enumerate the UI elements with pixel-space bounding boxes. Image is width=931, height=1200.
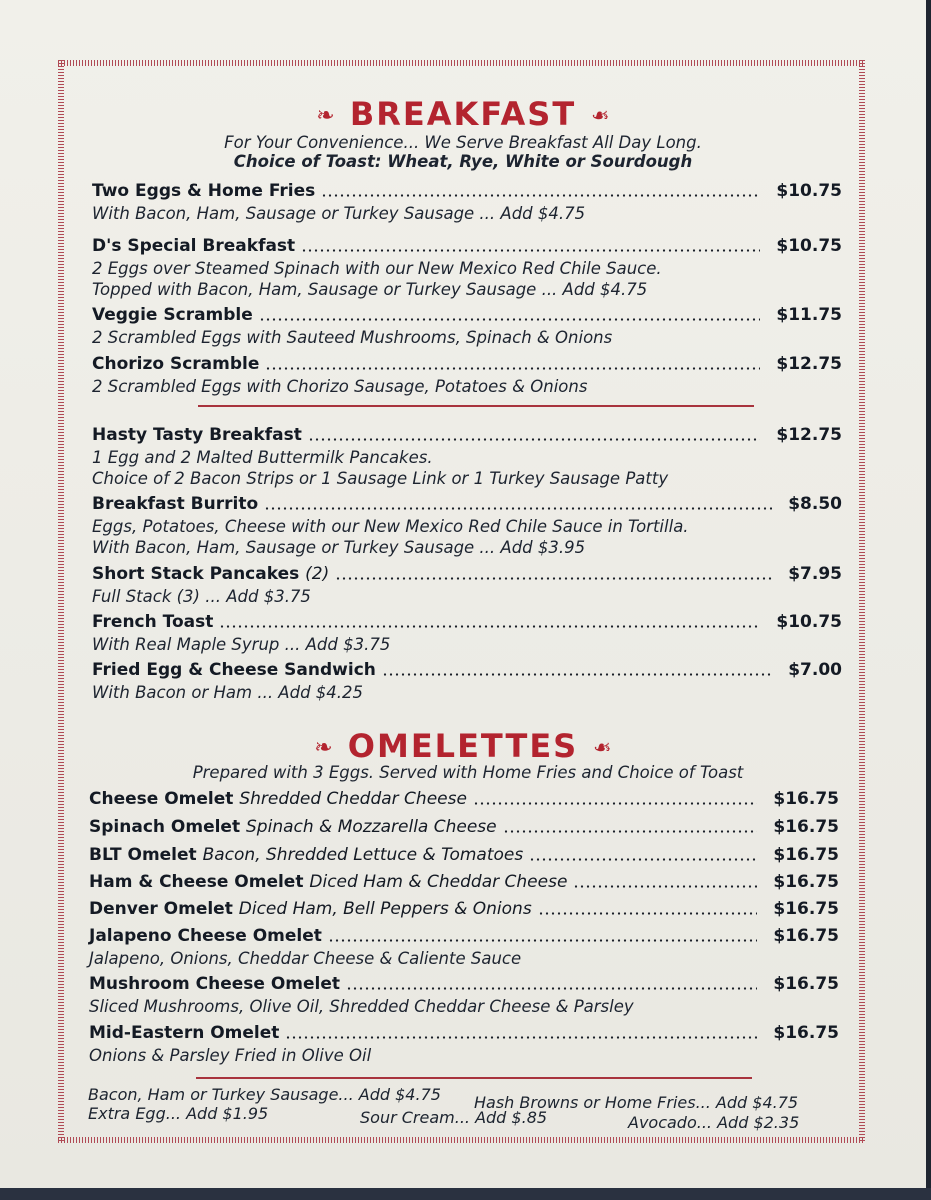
item-title: Two Eggs & Home Fries xyxy=(92,181,316,201)
item-inline-desc: Shredded Cheddar Cheese xyxy=(239,789,467,809)
menu-item-line xyxy=(92,236,842,258)
menu-item-chorizo-scramble xyxy=(92,354,842,397)
breakfast-subtitle: For Your Convenience... We Serve Breakfast All Day Long. xyxy=(224,133,702,152)
menu-item-line xyxy=(89,1023,839,1045)
item-title: Fried Egg & Cheese Sandwich xyxy=(92,660,376,680)
item-inline-desc: Bacon, Shredded Lettuce & Tomatoes xyxy=(202,845,524,865)
item-title: Mushroom Cheese Omelet xyxy=(89,974,340,994)
dot-leader xyxy=(301,249,760,252)
item-name xyxy=(92,236,295,256)
menu-item-mid-eastern-omelet xyxy=(89,1023,839,1066)
item-price: $7.95 xyxy=(788,564,842,584)
item-name xyxy=(89,789,467,809)
item-inline-desc: Spinach & Mozzarella Cheese xyxy=(246,817,497,837)
addon-avocado: Avocado... Add $2.35 xyxy=(628,1113,800,1132)
frame-left xyxy=(58,60,64,1143)
menu-item-cheese-omelet xyxy=(89,789,839,811)
item-price: $8.50 xyxy=(788,494,842,514)
menu-item-line xyxy=(92,660,842,682)
leaf-ornament-icon: ❧ xyxy=(316,103,337,129)
dot-leader xyxy=(265,367,760,370)
item-price: $16.75 xyxy=(773,845,839,865)
menu-item-line xyxy=(89,926,839,948)
item-price: $12.75 xyxy=(776,425,842,445)
item-price: $16.75 xyxy=(773,789,839,809)
item-title: Jalapeno Cheese Omelet xyxy=(89,926,322,946)
item-inline-desc: Diced Ham, Bell Peppers & Onions xyxy=(238,899,532,919)
leaf-ornament-icon: ❧ xyxy=(591,735,612,761)
item-inline-desc: (2) xyxy=(305,564,330,584)
item-description: With Bacon or Ham ... Add $4.25 xyxy=(92,683,364,702)
item-name xyxy=(92,305,253,325)
item-description: Full Stack (3) ... Add $3.75 xyxy=(92,587,311,606)
item-description: Onions & Parsley Fried in Olive Oil xyxy=(89,1046,372,1065)
item-price: $7.00 xyxy=(788,660,842,680)
breakfast-title: BREAKFAST xyxy=(349,95,577,133)
menu-item-line xyxy=(92,612,842,634)
item-name xyxy=(89,817,497,837)
item-price: $11.75 xyxy=(776,305,842,325)
menu-item-line xyxy=(89,974,839,996)
menu-item-line xyxy=(92,305,842,327)
dot-leader xyxy=(264,507,772,510)
item-name xyxy=(89,974,340,994)
item-price: $10.75 xyxy=(776,236,842,256)
item-description: Eggs, Potatoes, Cheese with our New Mexico Red Chile Sauce in Tortilla. xyxy=(92,517,689,536)
item-name xyxy=(92,660,376,680)
dot-leader xyxy=(346,987,757,990)
toast-choice: Choice of Toast: Wheat, Rye, White or Sourdough xyxy=(233,152,693,171)
dot-leader xyxy=(503,830,757,833)
item-title: Spinach Omelet xyxy=(89,817,241,837)
dot-leader xyxy=(285,1036,757,1039)
menu-item-veggie-scramble xyxy=(92,305,842,348)
menu-item-line xyxy=(89,789,839,811)
frame-top xyxy=(58,60,865,66)
item-title: Veggie Scramble xyxy=(92,305,253,325)
item-description: 2 Eggs over Steamed Spinach with our New Mexico Red Chile Sauce. xyxy=(92,259,662,278)
item-price: $16.75 xyxy=(773,974,839,994)
dot-leader xyxy=(538,912,757,915)
item-description: Sliced Mushrooms, Olive Oil, Shredded Cheddar Cheese & Parsley xyxy=(89,997,634,1016)
dot-leader xyxy=(308,438,760,441)
section-divider xyxy=(198,405,754,407)
item-name xyxy=(89,926,322,946)
item-title: Chorizo Scramble xyxy=(92,354,260,374)
item-title: Mid-Eastern Omelet xyxy=(89,1023,280,1043)
menu-item-french-toast xyxy=(92,612,842,655)
item-title: BLT Omelet xyxy=(89,845,197,865)
leaf-ornament-icon: ❧ xyxy=(589,103,610,129)
item-price: $16.75 xyxy=(773,817,839,837)
item-name xyxy=(89,845,523,865)
item-description: 1 Egg and 2 Malted Buttermilk Pancakes. xyxy=(92,448,433,467)
dot-leader xyxy=(328,939,757,942)
frame-bottom xyxy=(58,1137,865,1143)
item-price: $10.75 xyxy=(776,181,842,201)
dot-leader xyxy=(259,318,760,321)
item-price: $16.75 xyxy=(773,899,839,919)
menu-item-two-eggs-home-fries xyxy=(92,181,842,224)
dot-leader xyxy=(529,858,757,861)
item-price: $12.75 xyxy=(776,354,842,374)
item-name xyxy=(89,1023,279,1043)
item-description: Choice of 2 Bacon Strips or 1 Sausage Link or 1 Turkey Sausage Patty xyxy=(92,469,669,488)
item-price: $16.75 xyxy=(773,872,839,892)
addon-sour-cream: Sour Cream... Add $.85 xyxy=(360,1108,548,1127)
menu-item-line xyxy=(92,425,842,447)
item-description: Topped with Bacon, Ham, Sausage or Turkey Sausage ... Add $4.75 xyxy=(92,280,648,299)
menu-item-line xyxy=(89,899,839,921)
item-name xyxy=(92,564,329,584)
item-title: Short Stack Pancakes xyxy=(92,564,300,584)
omelettes-subtitle: Prepared with 3 Eggs. Served with Home Fries and Choice of Toast xyxy=(192,763,744,782)
dot-leader xyxy=(473,802,757,805)
menu-item-line xyxy=(92,354,842,376)
item-description: 2 Scrambled Eggs with Chorizo Sausage, Potatoes & Onions xyxy=(92,377,588,396)
item-price: $16.75 xyxy=(773,1023,839,1043)
menu-item-line xyxy=(89,817,839,839)
addon-egg: Extra Egg... Add $1.95 xyxy=(88,1104,269,1123)
dot-leader xyxy=(573,885,757,888)
item-title: Hasty Tasty Breakfast xyxy=(92,425,302,445)
item-title: French Toast xyxy=(92,612,214,632)
item-description: Jalapeno, Onions, Cheddar Cheese & Caliente Sauce xyxy=(89,949,522,968)
menu-item-blt-omelet xyxy=(89,845,839,867)
item-description: With Bacon, Ham, Sausage or Turkey Sausage ... Add $4.75 xyxy=(92,204,586,223)
item-description: With Bacon, Ham, Sausage or Turkey Sausage ... Add $3.95 xyxy=(92,538,586,557)
footer-divider xyxy=(196,1077,752,1079)
item-title: Denver Omelet xyxy=(89,899,233,919)
omelettes-title: OMELETTES xyxy=(347,727,579,765)
item-name xyxy=(89,872,567,892)
leaf-ornament-icon: ❧ xyxy=(314,735,335,761)
menu-item-line xyxy=(92,494,842,516)
item-title: Breakfast Burrito xyxy=(92,494,259,514)
item-inline-desc: Diced Ham & Cheddar Cheese xyxy=(309,872,568,892)
item-price: $16.75 xyxy=(773,926,839,946)
item-title: D's Special Breakfast xyxy=(92,236,296,256)
addon-meat: Bacon, Ham or Turkey Sausage... Add $4.75 xyxy=(88,1085,441,1104)
item-title: Ham & Cheese Omelet xyxy=(89,872,304,892)
frame-right xyxy=(859,60,865,1143)
menu-item-jalapeno-cheese-omelet xyxy=(89,926,839,969)
dot-leader xyxy=(382,673,772,676)
breakfast-heading xyxy=(0,95,926,133)
item-name xyxy=(92,612,213,632)
item-name xyxy=(92,494,258,514)
menu-item-breakfast-burrito xyxy=(92,494,842,558)
item-price: $10.75 xyxy=(776,612,842,632)
menu-item-hasty-tasty-breakfast xyxy=(92,425,842,489)
menu-cover-edge xyxy=(0,1188,931,1200)
menu-item-line xyxy=(89,845,839,867)
menu-item-fried-egg-cheese-sandwich xyxy=(92,660,842,703)
menu-item-denver-omelet xyxy=(89,899,839,921)
item-description: With Real Maple Syrup ... Add $3.75 xyxy=(92,635,391,654)
omelettes-heading xyxy=(0,727,926,765)
menu-item-line xyxy=(92,564,842,586)
dot-leader xyxy=(219,625,760,628)
item-description: 2 Scrambled Eggs with Sauteed Mushrooms, Spinach & Onions xyxy=(92,328,613,347)
menu-item-ham-cheese-omelet xyxy=(89,872,839,894)
menu-item-short-stack-pancakes xyxy=(92,564,842,607)
menu-item-line xyxy=(92,181,842,203)
item-title: Cheese Omelet xyxy=(89,789,234,809)
dot-leader xyxy=(335,577,772,580)
dot-leader xyxy=(321,194,760,197)
item-name xyxy=(92,425,302,445)
menu-item-spinach-omelet xyxy=(89,817,839,839)
menu-item-mushroom-cheese-omelet xyxy=(89,974,839,1017)
menu-item-d-s-special-breakfast xyxy=(92,236,842,300)
menu-item-line xyxy=(89,872,839,894)
addon-fries: Hash Browns or Home Fries... Add $4.75 xyxy=(474,1093,799,1112)
item-name xyxy=(89,899,532,919)
item-name xyxy=(92,354,259,374)
item-name xyxy=(92,181,315,201)
